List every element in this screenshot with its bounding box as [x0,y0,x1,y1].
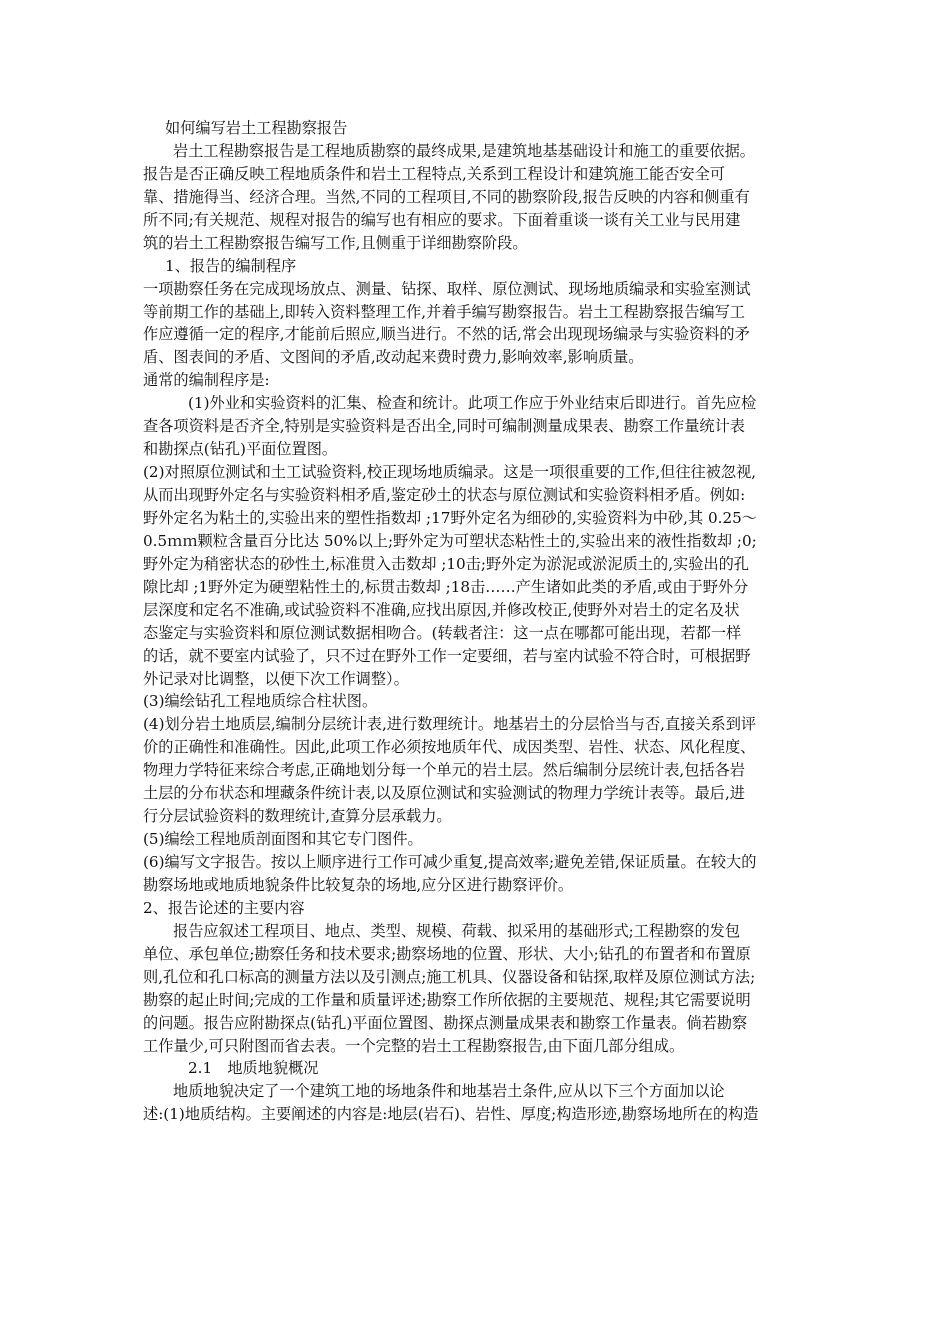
text-line: 作应遵循一定的程序,才能前后照应,顺当进行。不然的话,常会出现现场编录与实验资料的矛 [143,325,750,344]
text-line: 地质地貌决定了一个建筑工地的场地条件和地基岩土条件,应从以下三个方面加以论 [173,1082,725,1101]
document-body [143,117,815,1126]
text-line: 的话，就不要室内试验了，只不过在野外工作一定要细，若与室内试验不符合时，可根据野 [143,646,751,665]
text-line: 则,孔位和孔口标高的测量方法以及引测点;施工机具、仪器设备和钻探,取样及原位测试方法; [143,967,756,986]
text-line: 隙比却 ;1野外定为硬塑粘性土的,标贯击数却 ;18击……产生诸如此类的矛盾,或由于野外分 [143,577,749,596]
text-line: 外记录对比调整，以便下次工作调整）。 [143,669,409,688]
text-line: 物理力学特征来综合考虑,正确地划分每一个单元的岩土层。然后编制分层统计表,包括各岩 [143,761,745,780]
text-line: 土层的分布状态和埋藏条件统计表,以及原位测试和实验测试的物理力学统计表等。最后,进 [143,784,745,803]
text-line: 1、报告的编制程序 [165,256,297,275]
text-line: 2.1 地质地貌概况 [188,1059,319,1078]
text-line: 所不同;有关规范、规程对报告的编写也有相应的要求。下面着重谈一谈有关工业与民用建 [143,210,741,229]
text-line: 述:(1)地质结构。主要阐述的内容是:地层(岩石)、岩性、厚度;构造形迹,勘察场地所在的构造 [143,1105,759,1124]
text-line: 报告是否正确反映工程地质条件和岩土工程特点,关系到工程设计和建筑施工能否安全可 [143,164,725,183]
text-line: (5)编绘工程地质剖面图和其它专门图件。 [143,830,423,849]
text-line: 和勘探点(钻孔)平面位置图。 [143,440,338,459]
text-line: 态鉴定与实验资料和原位测试数据相吻合。(转载者注：这一点在哪都可能出现，若都一样 [143,623,742,642]
text-line: 勘察场地或地质地貌条件比较复杂的场地,应分区进行勘察评价。 [143,875,574,894]
text-line: 通常的编制程序是: [143,371,270,390]
text-line: 价的正确性和准确性。因此,此项工作必须按地质年代、成因类型、岩性、状态、风化程度、 [143,738,756,757]
text-line: (4)划分岩土地质层,编制分层统计表,进行数理统计。地基岩土的分层恰当与否,直接关系到评 [143,715,757,734]
text-line: (3)编绘钻孔工程地质综合柱状图。 [143,692,378,711]
text-line: 单位、承包单位;勘察任务和技术要求;勘察场地的位置、形状、大小;钻孔的布置者和布置原 [143,944,751,963]
text-line: 勘察的起止时间;完成的工作量和质量评述;勘察工作所依据的主要规范、规程;其它需要说明 [143,990,751,1009]
document-text [143,140,815,1126]
text-line: 一项勘察任务在完成现场放点、测量、钻探、取样、原位测试、现场地质编录和实验室测试 [143,279,751,298]
text-line: 从而出现野外定名与实验资料相矛盾,鉴定砂土的状态与原位测试和实验资料相矛盾。例如: [143,486,746,504]
text-line: 筑的岩土工程勘察报告编写工作,且侧重于详细勘察阶段。 [143,233,528,252]
text-line: 靠、措施得当、经济合理。当然,不同的工程项目,不同的勘察阶段,报告反映的内容和侧重有 [143,187,750,206]
text-line: 岩土工程勘察报告是工程地质勘察的最终成果,是建筑地基基础设计和施工的重要依据。 [173,141,755,160]
text-line: 0.5ｍｍ颗粒含量百分比达 50%以上;野外定为可塑状态粘性土的,实验出来的液性指数却 ;0; [143,531,757,550]
text-line: 的问题。报告应附勘探点(钻孔)平面位置图、勘探点测量成果表和勘察工作量表。倘若勘察 [143,1013,748,1032]
text-line: 行分层试验资料的数理统计,查算分层承载力。 [143,807,452,826]
text-line: (2)对照原位测试和土工试验资料,校正现场地质编录。这是一项很重要的工作,但往往被忽视, [143,463,757,482]
text-line: 层深度和定名不准确,或试验资料不准确,应找出原因,并修改校正,使野外对岩土的定名及状 [143,600,740,619]
text-line: 等前期工作的基础上,即转入资料整理工作,并着手编写勘察报告。岩土工程勘察报告编写工 [143,302,745,321]
text-line: 野外定名为粘土的,实验出来的塑性指数却 ;17野外定名为细砂的,实验资料为中砂,其 0.25～ [143,508,757,527]
text-line: 野外定为稍密状态的砂性土,标准贯入击数却 ;10击;野外定为淤泥或淤泥质土的,实验出的孔 [143,554,749,573]
text-line: (6)编写文字报告。按以上顺序进行工作可减少重复,提高效率;避免差错,保证质量。在较大的 [143,853,757,871]
document-title: 如何编写岩土工程勘察报告 [165,119,348,137]
text-line: 查各项资料是否齐全,特别是实验资料是否出全,同时可编制测量成果表、勘察工作量统计表 [143,417,745,436]
text-line: 报告应叙述工程项目、地点、类型、规模、荷载、拟采用的基础形式;工程勘察的发包 [173,921,741,940]
text-line: 工作量少,可只附图而省去表。一个完整的岩土工程勘察报告,由下面几部分组成。 [143,1036,685,1055]
text-line: 2、报告论述的主要内容 [143,898,305,917]
text-line: (1)外业和实验资料的汇集、检查和统计。此项工作应于外业结束后即进行。首先应检 [188,394,757,413]
text-line: 盾、图表间的矛盾、文图间的矛盾,改动起来费时费力,影响效率,影响质量。 [143,348,644,367]
